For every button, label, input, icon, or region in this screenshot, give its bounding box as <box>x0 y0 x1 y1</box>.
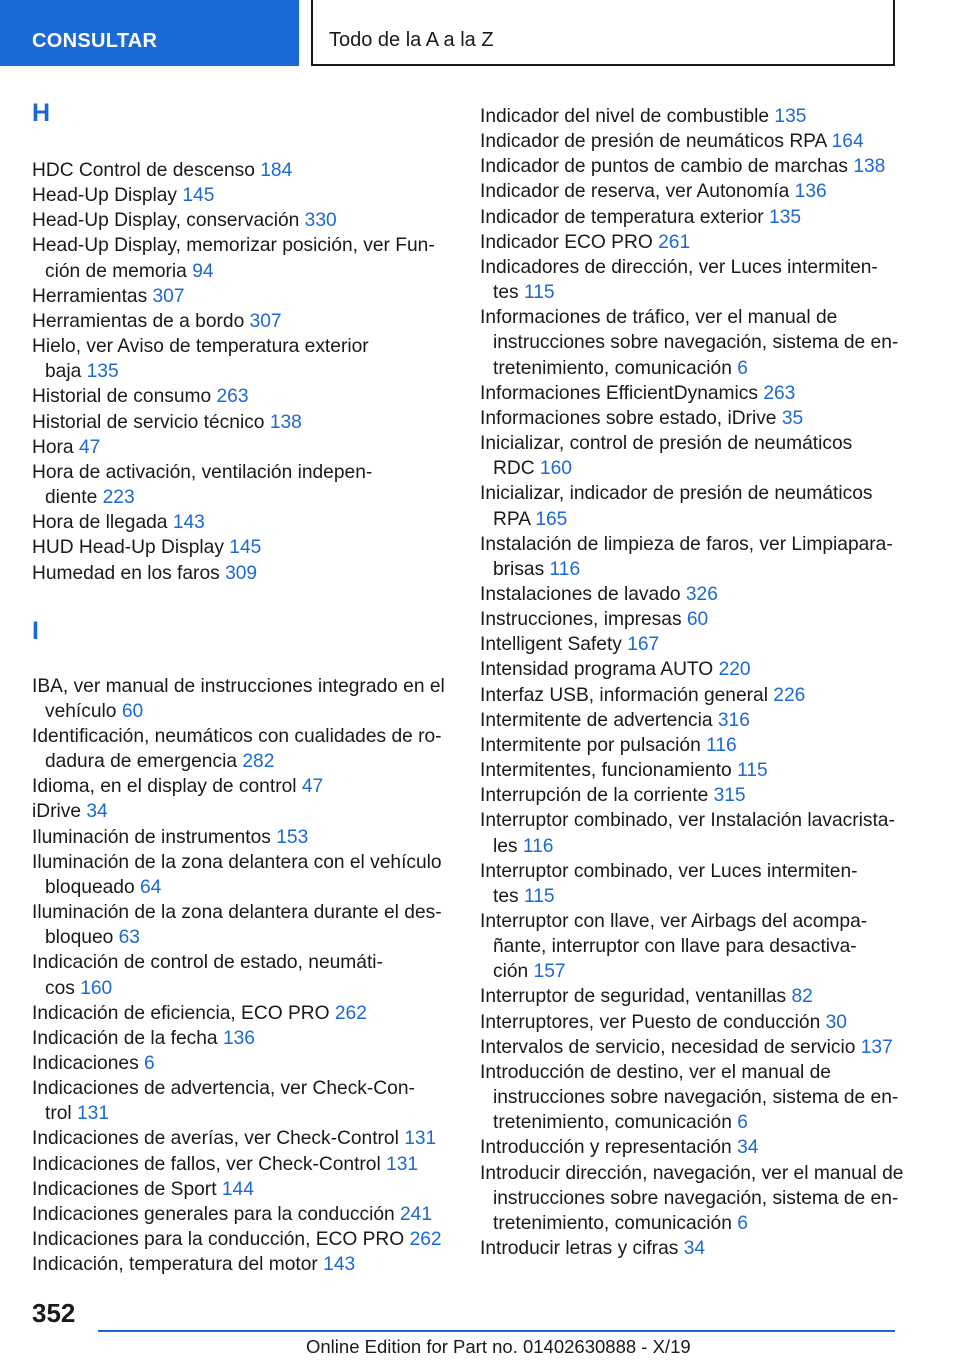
index-entry <box>32 1051 447 1076</box>
index-entry-text: Intermitente de advertencia <box>480 709 713 731</box>
index-entry-text: Informaciones EfficientDynamics <box>480 382 758 404</box>
page-header <box>0 0 960 66</box>
index-page-link[interactable]: 153 <box>276 826 309 848</box>
index-page-link[interactable]: 115 <box>523 885 555 907</box>
index-entry <box>32 384 447 409</box>
index-entry-text: Introducir letras y cifras <box>480 1238 679 1260</box>
index-entry <box>480 305 900 380</box>
index-entry-text: diente <box>45 487 98 509</box>
index-entry <box>32 1177 447 1202</box>
index-entry-text: Historial de consumo <box>32 386 212 408</box>
index-page-link[interactable]: 131 <box>77 1103 110 1125</box>
index-entry-text: Instalación de limpieza de faros, ver Limpiapara- <box>480 533 893 555</box>
index-page-link[interactable]: 261 <box>658 231 691 253</box>
index-entry <box>32 309 447 334</box>
index-entry-text: Instrucciones, impresas <box>480 609 682 631</box>
index-page-link[interactable]: 131 <box>386 1153 419 1175</box>
index-letter-h: H <box>32 99 51 127</box>
index-page-link[interactable]: 145 <box>229 537 262 559</box>
footer-edition-text: Online Edition for Part no. 01402630888 - X/19 <box>306 1336 691 1357</box>
index-page-link[interactable]: 144 <box>221 1178 254 1200</box>
index-entry <box>32 724 447 774</box>
index-entry <box>32 535 447 560</box>
index-list-i-left <box>32 674 447 1278</box>
index-entry-text: Hora de llegada <box>32 512 168 534</box>
index-page-link[interactable]: 64 <box>139 876 162 898</box>
index-entry <box>32 1126 447 1151</box>
index-entry-text: ción de memoria <box>45 260 187 282</box>
index-entry-text: Herramientas de a bordo <box>32 310 245 332</box>
index-page-link[interactable]: 6 <box>737 1212 748 1234</box>
index-page-link[interactable]: 63 <box>118 927 140 949</box>
index-page-link[interactable]: 47 <box>301 776 324 798</box>
index-page-link[interactable]: 60 <box>121 700 144 722</box>
index-entry-text: Indicaciones de fallos, ver Check-Control <box>32 1153 381 1175</box>
index-page-link[interactable]: 135 <box>86 361 119 383</box>
index-page-link[interactable]: 6 <box>737 357 748 379</box>
index-entry-text: Indicadores de dirección, ver Luces intermiten- <box>480 256 878 278</box>
index-entry <box>480 154 900 179</box>
index-entry <box>32 410 447 435</box>
index-page-link[interactable]: 6 <box>737 1112 748 1134</box>
index-entry-text: bloqueo <box>45 927 114 949</box>
index-entry <box>480 632 900 657</box>
index-page-link[interactable]: 115 <box>737 760 768 782</box>
index-entry-text: Intensidad programa AUTO <box>480 659 714 681</box>
index-page-link[interactable]: 6 <box>144 1053 155 1074</box>
index-entry <box>480 406 900 431</box>
index-entry <box>480 909 900 984</box>
index-entry-text: Informaciones sobre estado, iDrive <box>480 407 777 429</box>
index-entry <box>480 532 900 582</box>
index-entry <box>32 1202 447 1227</box>
index-entry-text: Idioma, en el display de control <box>32 776 297 798</box>
index-entry <box>32 1076 447 1126</box>
index-entry <box>480 179 900 204</box>
index-entry <box>32 334 447 384</box>
index-entry-text: Indicaciones generales para la conducción <box>32 1203 395 1225</box>
index-entry-text: Identificación, neumáticos con cualidades de ro- <box>32 725 442 747</box>
index-page-link[interactable]: 165 <box>535 508 568 530</box>
index-entry-text: Intervalos de servicio, necesidad de servicio <box>480 1036 856 1058</box>
index-entry <box>480 808 900 858</box>
index-entry <box>480 1035 900 1060</box>
index-entry <box>480 481 900 531</box>
page-number: 352 <box>32 1298 76 1328</box>
index-letter-i: I <box>32 616 39 645</box>
index-entry-text: Iluminación de la zona delantera con el vehículo <box>32 851 442 873</box>
index-entry-text: Introducción de destino, ver el manual de <box>480 1061 831 1083</box>
index-page-link[interactable]: 145 <box>182 185 215 207</box>
index-page-link[interactable]: 116 <box>706 734 737 756</box>
index-entry <box>480 431 900 481</box>
index-entry <box>32 900 447 950</box>
index-page-link[interactable]: 326 <box>685 583 718 605</box>
index-entry <box>480 657 900 682</box>
index-list-h <box>32 158 447 586</box>
index-page-link[interactable]: 34 <box>86 801 108 823</box>
index-entry-text: Head-Up Display <box>32 185 178 207</box>
index-entry-text: Interfaz USB, información general <box>480 684 768 706</box>
index-page-link[interactable]: 135 <box>774 106 807 127</box>
index-column-left <box>32 98 447 1277</box>
index-entry <box>480 859 900 909</box>
index-entry-text: tes <box>493 885 519 907</box>
index-entry <box>32 284 447 309</box>
index-entry <box>32 1001 447 1026</box>
index-page-link[interactable]: 184 <box>260 160 293 181</box>
index-entry-text: ción <box>493 961 529 983</box>
index-entry-text: Indicación de eficiencia, ECO PRO <box>32 1002 330 1024</box>
index-entry-text: Herramientas <box>32 285 148 307</box>
index-page-link[interactable]: 315 <box>713 785 746 807</box>
index-entry-text: Indicador del nivel de combustible <box>480 106 770 127</box>
index-entry <box>32 799 447 824</box>
index-page-link[interactable]: 94 <box>192 260 214 282</box>
index-entry-text: ñante, interruptor con llave para desactiva- <box>493 936 857 958</box>
index-entry <box>32 1026 447 1051</box>
index-entry-text: cos <box>45 977 75 999</box>
index-entry-text: vehículo <box>45 700 117 722</box>
index-entry <box>480 230 900 255</box>
index-page-link[interactable]: 115 <box>523 282 555 304</box>
index-entry-text: brisas <box>493 558 545 580</box>
index-entry <box>480 129 900 154</box>
index-page-link[interactable]: 220 <box>718 659 751 681</box>
index-entry <box>480 607 900 632</box>
index-entry-text: Indicaciones de advertencia, ver Check-Con- <box>32 1078 415 1100</box>
index-entry <box>480 984 900 1009</box>
index-entry-text: HUD Head-Up Display <box>32 537 224 559</box>
index-entry-text: dadura de emergencia <box>45 751 238 773</box>
index-page-link[interactable]: 262 <box>409 1229 442 1251</box>
index-entry-text: Hora de activación, ventilación indepen- <box>32 461 373 483</box>
index-entry-text: Interruptor con llave, ver Airbags del acompa- <box>480 911 868 932</box>
index-entry <box>480 582 900 607</box>
index-entry-text: Indicación de control de estado, neumáti- <box>32 952 383 974</box>
index-entry-text: bloqueado <box>45 876 135 898</box>
index-entry-text: Indicación de la fecha <box>32 1027 218 1049</box>
index-page-link[interactable]: 35 <box>781 407 804 429</box>
index-entry <box>32 561 447 586</box>
index-entry-text: Iluminación de instrumentos <box>32 826 271 848</box>
index-entry-text: Intermitente por pulsación <box>480 734 701 756</box>
index-page-link[interactable]: 136 <box>222 1027 255 1049</box>
index-column-right <box>480 104 904 1261</box>
index-entry <box>480 683 900 708</box>
index-entry-text: Humedad en los faros <box>32 562 220 584</box>
index-entry <box>32 950 447 1000</box>
index-page-link[interactable]: 263 <box>216 386 249 408</box>
index-entry-text: tes <box>493 282 519 304</box>
index-entry-text: baja <box>45 361 82 383</box>
index-page-link[interactable]: 30 <box>825 1011 847 1033</box>
index-entry-text: Interruptor de seguridad, ventanillas <box>480 986 787 1008</box>
index-entry-text: Interruptor combinado, ver Instalación lavacrista- <box>480 810 895 832</box>
index-entry <box>32 1152 447 1177</box>
index-page-link[interactable]: 138 <box>269 411 302 433</box>
index-entry <box>32 510 447 535</box>
index-page-link[interactable]: 309 <box>225 562 258 584</box>
index-entry <box>480 255 900 305</box>
index-entry-text: Interrupción de la corriente <box>480 785 709 807</box>
index-entry-text: Historial de servicio técnico <box>32 411 265 433</box>
index-entry-text: Indicación, temperatura del motor <box>32 1254 318 1276</box>
index-list-i-right <box>480 104 904 1261</box>
index-entry <box>32 1227 447 1252</box>
index-entry-text: Iluminación de la zona delantera durante el des- <box>32 902 442 924</box>
index-page-link[interactable]: 60 <box>686 609 709 631</box>
index-page-link[interactable]: 330 <box>304 210 337 232</box>
index-page-link[interactable]: 164 <box>831 131 864 153</box>
index-entry <box>32 208 447 233</box>
index-entry-text: Indicaciones de Sport <box>32 1178 217 1200</box>
index-page-link[interactable]: 34 <box>683 1238 706 1260</box>
index-entry-text: HDC Control de descenso <box>32 160 255 181</box>
index-entry <box>32 158 447 183</box>
index-entry-text: Indicador de temperatura exterior <box>480 206 764 228</box>
index-entry <box>32 435 447 460</box>
index-page-link[interactable]: 82 <box>791 986 813 1008</box>
index-entry-text: Indicaciones de averías, ver Check-Control <box>32 1128 399 1150</box>
index-entry <box>480 1135 900 1160</box>
index-entry-text: Interruptor combinado, ver Luces intermiten- <box>480 860 858 882</box>
index-entry <box>480 381 900 406</box>
index-page-link[interactable]: 307 <box>152 285 185 307</box>
footer-divider <box>98 1330 895 1332</box>
index-entry-text: iDrive <box>32 801 82 823</box>
index-entry <box>480 1161 904 1236</box>
index-entry-text: Inicializar, indicador de presión de neumáticos <box>480 483 873 505</box>
index-entry-text: Hielo, ver Aviso de temperatura exterior <box>32 336 369 358</box>
index-page-link[interactable]: 116 <box>522 835 554 857</box>
index-entry-text: Head-Up Display, conservación <box>32 210 300 232</box>
index-entry-text: Hora <box>32 436 74 458</box>
index-page-link[interactable]: 263 <box>763 382 796 404</box>
index-entry-text: Instalaciones de lavado <box>480 583 681 605</box>
index-page-link[interactable]: 167 <box>627 634 660 656</box>
index-entry-text: Introducir dirección, navegación, ver el manual de <box>480 1162 904 1184</box>
index-entry <box>480 1060 900 1135</box>
index-page-link[interactable]: 143 <box>323 1254 356 1276</box>
index-entry-text: Head-Up Display, memorizar posición, ver Fun- <box>32 235 435 257</box>
index-page-link[interactable]: 241 <box>400 1203 433 1225</box>
index-page-link[interactable]: 307 <box>249 310 282 332</box>
index-page-link[interactable]: 116 <box>549 558 581 580</box>
index-page-link[interactable]: 137 <box>860 1036 893 1058</box>
index-entry-text: instrucciones sobre navegación, sistema de en- <box>493 1087 899 1109</box>
index-entry <box>480 733 900 758</box>
index-entry <box>32 825 447 850</box>
index-entry-text: Interruptores, ver Puesto de conducción <box>480 1011 821 1033</box>
index-entry-text: Intermitentes, funcionamiento <box>480 760 732 782</box>
index-page-link[interactable]: 135 <box>769 206 802 228</box>
index-entry <box>32 183 447 208</box>
index-page-link[interactable]: 316 <box>717 709 750 731</box>
index-page-link[interactable]: 160 <box>80 977 113 999</box>
index-entry-text: tretenimiento, comunicación <box>493 1112 732 1134</box>
index-entry <box>480 758 900 783</box>
index-entry-text: instrucciones sobre navegación, sistema de en- <box>493 332 899 354</box>
index-entry <box>480 708 900 733</box>
index-entry-text: Indicador de reserva, ver Autonomía <box>480 181 790 203</box>
index-entry-text: RPA <box>493 508 530 530</box>
index-entry-text: Indicador de puntos de cambio de marchas <box>480 156 848 178</box>
chapter-tab[interactable] <box>311 0 895 66</box>
index-entry <box>32 1252 447 1277</box>
index-page-link[interactable]: 136 <box>794 181 827 203</box>
index-entry-text: Inicializar, control de presión de neumáticos <box>480 433 853 455</box>
index-entry-text: Indicador de presión de neumáticos RPA <box>480 131 827 153</box>
index-page-link[interactable]: 131 <box>404 1128 437 1150</box>
index-page-link[interactable]: 262 <box>334 1002 367 1024</box>
index-entry-text: tretenimiento, comunicación <box>493 1212 732 1234</box>
index-entry-text: Indicaciones para la conducción, ECO PRO <box>32 1229 405 1251</box>
index-entry-text: Introducción y representación <box>480 1137 732 1159</box>
index-entry <box>32 233 447 283</box>
index-page-link[interactable]: 143 <box>172 512 205 534</box>
index-entry-text: instrucciones sobre navegación, sistema de en- <box>493 1187 899 1209</box>
index-entry <box>480 205 900 230</box>
index-entry <box>480 104 900 129</box>
index-entry-text: Intelligent Safety <box>480 634 622 656</box>
section-tab-label: CONSULTAR <box>32 30 158 52</box>
section-tab-consultar[interactable] <box>0 0 299 66</box>
index-page-link[interactable]: 34 <box>737 1137 759 1159</box>
index-entry-text: trol <box>45 1103 72 1125</box>
index-entry <box>32 460 447 510</box>
index-entry-text: les <box>493 835 518 857</box>
index-entry <box>480 783 900 808</box>
index-entry <box>480 1236 900 1261</box>
index-entry <box>32 850 447 900</box>
index-page-link[interactable]: 282 <box>242 751 275 773</box>
index-entry-text: Indicador ECO PRO <box>480 231 653 253</box>
index-page-link[interactable]: 157 <box>533 961 566 983</box>
index-page-link[interactable]: 160 <box>539 458 572 480</box>
index-entry-text: RDC <box>493 458 535 480</box>
chapter-tab-label: Todo de la A a la Z <box>329 29 494 51</box>
index-page-link[interactable]: 223 <box>102 487 135 509</box>
index-page-link[interactable]: 226 <box>773 684 806 706</box>
index-entry-text: IBA, ver manual de instrucciones integrado en el <box>32 675 445 697</box>
index-entry-text: tretenimiento, comunicación <box>493 357 732 379</box>
index-entry <box>32 674 447 724</box>
index-page-link[interactable]: 47 <box>78 436 101 458</box>
index-entry <box>480 1010 900 1035</box>
index-entry <box>32 774 447 799</box>
index-entry-text: Informaciones de tráfico, ver el manual de <box>480 307 838 329</box>
index-page-link[interactable]: 138 <box>853 156 886 178</box>
index-entry-text: Indicaciones <box>32 1053 139 1074</box>
